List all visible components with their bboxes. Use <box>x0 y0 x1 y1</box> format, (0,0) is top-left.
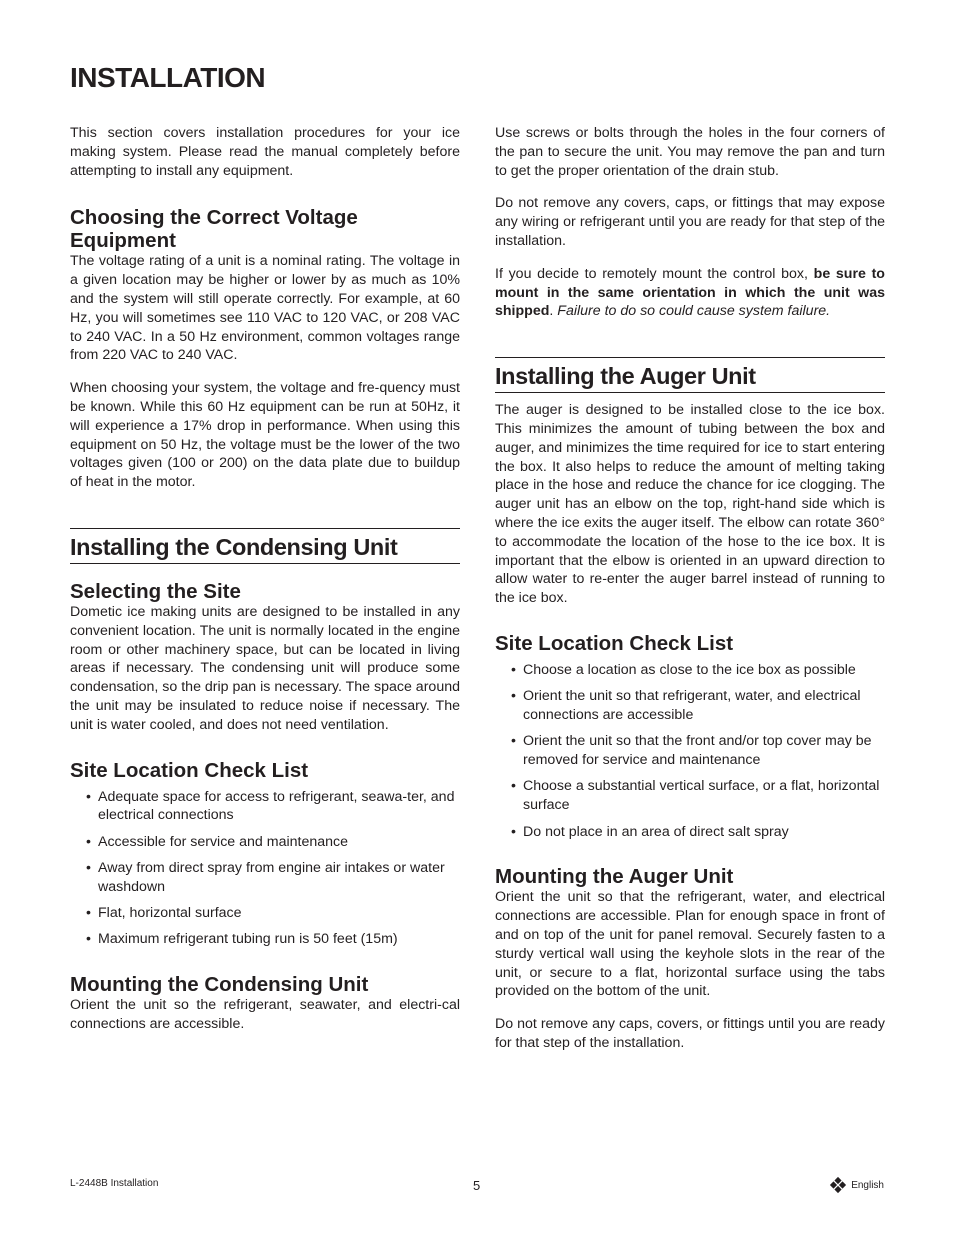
covers-paragraph: Do not remove any covers, caps, or fittings that may expose any wiring or refrigerant until you are ready for that step of the installation. <box>495 195 885 249</box>
remote-mount-warning: be sure to mount in the same orientation in which the unit was shipped <box>495 265 885 320</box>
screws-paragraph: Use screws or bolts through the holes in the four corners of the pan to secure the unit. You may remove the pan and turn to get the proper orientation of the drain stub. <box>495 125 885 179</box>
list-item: • Maximum refrigerant tubing run is 50 feet (15m) <box>86 930 460 949</box>
list-item: • Accessible for service and maintenance <box>86 833 460 852</box>
remote-mount-caution: Failure to do so could cause system failure. <box>557 303 831 320</box>
voltage-heading: Choosing the Correct Voltage Equipment <box>70 206 358 253</box>
mounting-auger-paragraph-1: Orient the unit so that the refrigerant, water, and electrical connections are accessible. Plan for enough space in front of and on top of the unit for panel removal. Securely fasten to a sturdy vertical wall using the keyhole slots in the rear of the unit, or secure to a flat, horizontal surface using the tabs provided on the bottom of the unit. <box>495 889 885 1000</box>
list-item: • Adequate space for access to refrigerant, seawa-ter, and electrical connections <box>86 788 460 826</box>
condensing-section-heading: Installing the Condensing Unit <box>70 528 460 564</box>
list-item: • Do not place in an area of direct salt spray <box>511 823 885 842</box>
mounting-auger-heading: Mounting the Auger Unit <box>495 865 734 889</box>
list-item: • Orient the unit so that the front and/or top cover may be removed for service and maintenance <box>511 732 885 770</box>
language-label: English <box>851 1179 884 1191</box>
auger-section-heading: Installing the Auger Unit <box>495 357 885 393</box>
dometic-logo-icon <box>829 1176 847 1194</box>
list-item: • Away from direct spray from engine air intakes or water washdown <box>86 859 460 897</box>
list-item: • Orient the unit so that refrigerant, water, and electrical connections are accessible <box>511 687 885 725</box>
intro-paragraph: This section covers installation procedures for your ice making system. Please read the manual completely before attempting to install any equipment. <box>70 125 460 179</box>
auger-checklist <box>495 661 885 841</box>
list-item: • Flat, horizontal surface <box>86 904 460 923</box>
site-paragraph: Dometic ice making units are designed to be installed in any convenient location. The unit is normally located in the engine room or other machinery space, but can be located in living areas if necessary. The condensing unit will produce some condensation, so the drip pan is necessary. The space around the unit may be insulated to reduce noise if necessary. The unit is water cooled, and does not need ventilation. <box>70 603 460 733</box>
mounting-condensing-paragraph: Orient the unit so the refrigerant, seawater, and electri-cal connections are accessible. <box>70 997 460 1032</box>
voltage-paragraph-2: When choosing your system, the voltage and fre-quency must be known. While this 60 Hz equipment can be run at 50Hz, it will experience a 17% drop in performance. When using this equipment on 50 Hz, the voltage must be the lower of the two voltages given (100 or 200) on the data plate due to buildup of heat in the motor. <box>70 380 460 491</box>
mounting-condensing-heading: Mounting the Condensing Unit <box>70 973 369 997</box>
mounting-auger-paragraph-2: Do not remove any caps, covers, or fittings until you are ready for that step of the installation. <box>495 1016 885 1051</box>
footer-doc-id: L-2448B Installation <box>70 1178 159 1189</box>
remote-mount-separator: . <box>549 303 558 320</box>
list-item: • Choose a substantial vertical surface, or a flat, horizontal surface <box>511 777 885 815</box>
auger-checklist-heading: Site Location Check List <box>495 631 734 655</box>
page-title: INSTALLATION <box>70 62 266 93</box>
remote-mount-text: If you decide to remotely mount the control box, <box>495 265 814 282</box>
footer-page-number: 5 <box>473 1178 481 1193</box>
condensing-checklist-heading: Site Location Check List <box>70 758 309 782</box>
site-heading: Selecting the Site <box>70 579 241 603</box>
list-item: • Choose a location as close to the ice box as possible <box>511 661 885 680</box>
voltage-paragraph-1: The voltage rating of a unit is a nominal rating. The voltage in a given location may be higher or lower by as much as 10% and the system will still operate correctly. For example, at 60 Hz, you will sometimes see 110 VAC to 120 VAC, or 208 VAC to 240 VAC. In a 50 Hz environment, common voltages range from 220 VAC to 240 VAC. <box>70 253 460 364</box>
condensing-checklist <box>70 788 460 950</box>
auger-paragraph: The auger is designed to be installed close to the ice box. This minimizes the amount of tubing between the box and auger, and minimizes the time required for ice to start entering the box. It also helps to reduce the amount of melting taking place in the hose and reduce the chance for ice clogging. The auger unit has an elbow on the top, right-hand side which is where the ice exits the auger itself. The elbow can rotate 360° to accommodate the location of the hose to the ice box. It is important that the elbow is oriented in an upward direction to allow water to re-enter the auger barrel instead of running to the ice box. <box>495 402 885 607</box>
right-column <box>495 124 885 1053</box>
footer-language <box>829 1176 884 1194</box>
left-column <box>70 124 460 1034</box>
remote-mount-paragraph <box>495 265 885 321</box>
